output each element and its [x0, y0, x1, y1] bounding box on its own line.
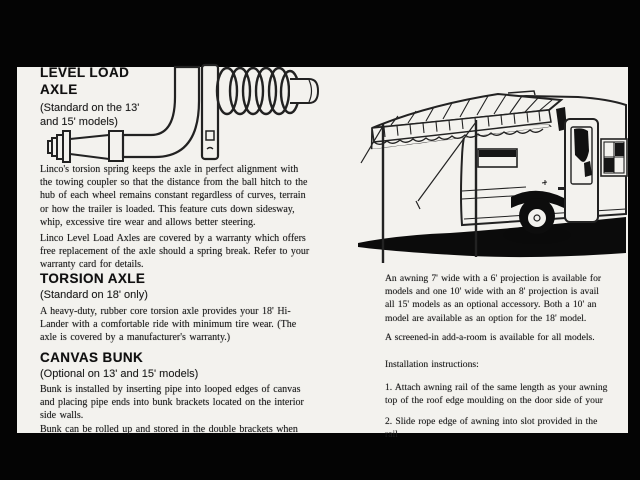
heading-canvas-bunk: CANVAS BUNK: [40, 350, 144, 365]
text-line: 1. Attach awning rail of the same length as your awning: [385, 382, 608, 393]
text-line: or how the trailer is loaded. This feature cuts down sidesway,: [40, 203, 295, 215]
text-line: model are available as an option for the 18' model.: [385, 312, 587, 324]
text-line: models and one 10' wide with an 8' projection is avail: [385, 286, 599, 298]
trailer-front-window: [478, 149, 517, 167]
manual-page: [17, 65, 628, 441]
text-line: 2. Slide rope edge of awning into slot provided in the: [385, 416, 598, 427]
text-line: LEVEL LOAD: [40, 65, 130, 80]
text-line: (Standard on the 13': [40, 102, 140, 114]
text-line: Lander with a comfortable ride with minimum tire wear. (The: [40, 319, 297, 331]
text-line: hub of each wheel remains constant regardless of curves, terrain: [40, 190, 306, 202]
axle-bracket: [202, 65, 218, 159]
text-line: whip, excessive tire wear and allows better steering.: [40, 216, 256, 228]
text-line: A heavy-duty, rubber core torsion axle provides your 18' Hi-: [40, 306, 291, 317]
trailer-side-window: [601, 139, 627, 176]
trailer-wheel: [519, 198, 555, 234]
text-line: top of the roof edge moulding on the door side of your: [385, 395, 603, 407]
subheading-torsion-axle: (Standard on 18' only): [40, 289, 148, 301]
text-line: An awning 7' wide with a 6' projection is available for: [385, 273, 602, 284]
paragraph-level-load-2: [40, 232, 309, 272]
paragraph-torsion-axle: [40, 305, 296, 345]
axle-tube: [290, 79, 318, 103]
text-line: rail: [385, 429, 398, 441]
installation-step-2: [385, 415, 597, 441]
paragraph-canvas-bunk-partial: Bunk can be rolled up and stored in the double brackets when: [40, 424, 298, 435]
text-line: Linco Level Load Axles are covered by a warranty which offers: [40, 233, 306, 244]
axle-spindle: [48, 131, 123, 162]
trailer-awning-illustration: [358, 67, 628, 267]
paragraph-awning-sizes: [385, 272, 601, 325]
text-line: side walls.: [40, 410, 84, 422]
text-line: free replacement of the axle should a spring break. Refer to your: [40, 246, 310, 258]
text-line: Bunk is installed by inserting pipe into looped edges of canvas: [40, 384, 301, 395]
text-line: Linco's torsion spring keeps the axle in perfect alignment with: [40, 164, 299, 175]
installation-instructions-label: Installation instructions:: [385, 359, 479, 370]
subheading-level-load-axle: [40, 101, 139, 129]
text-line: and placing pipe ends into bunk brackets located on the interior: [40, 397, 304, 409]
installation-step-1: [385, 381, 607, 407]
text-line: and 15' models): [40, 116, 118, 128]
axle-coil-spring: [217, 68, 299, 114]
heading-level-load-axle: [40, 64, 129, 98]
subheading-canvas-bunk: (Optional on 13' and 15' models): [40, 368, 199, 380]
text-line: the towing coupler so that the distance from the ball hitch to the: [40, 177, 308, 189]
text-line: all 15' models as an optional accessory. Both a 10' an: [385, 299, 597, 311]
paragraph-add-a-room: A screened-in add-a-room is available for all models.: [385, 332, 595, 343]
text-line: axle is covered by a manufacturer's warranty.): [40, 332, 231, 344]
heading-torsion-axle: TORSION AXLE: [40, 271, 146, 286]
paragraph-level-load-1: [40, 163, 308, 229]
text-line: AXLE: [40, 82, 78, 97]
text-line: warranty card for details.: [40, 259, 144, 271]
paragraph-canvas-bunk: [40, 383, 304, 423]
